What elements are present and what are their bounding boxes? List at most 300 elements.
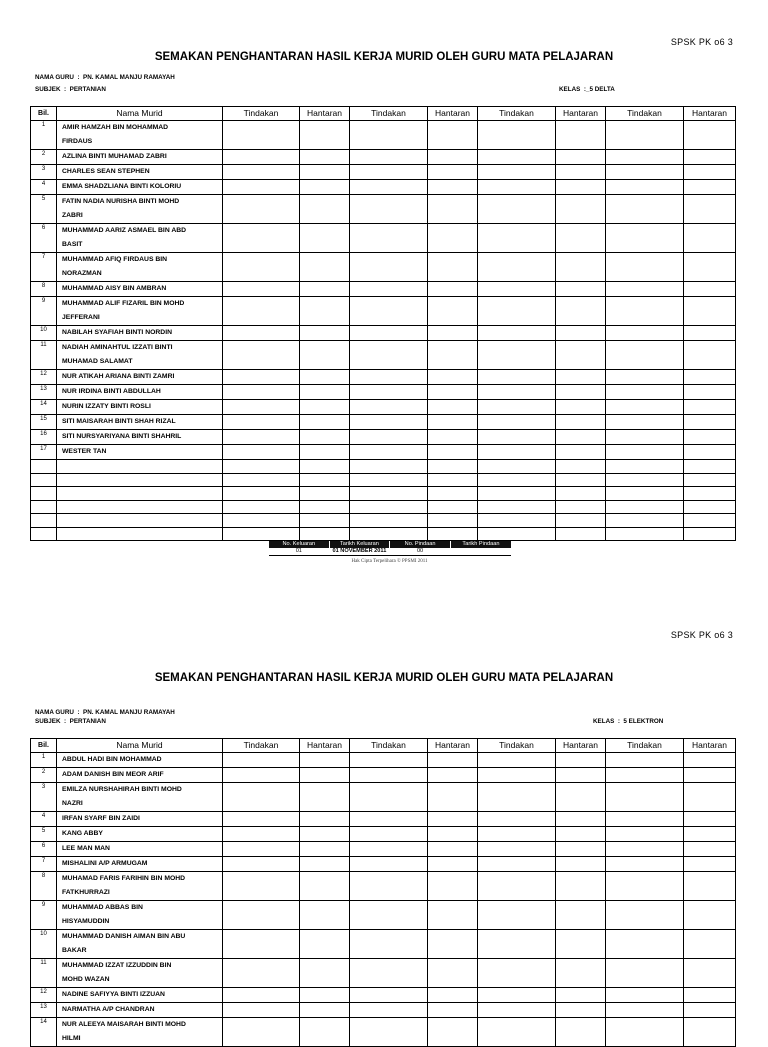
- check-cell[interactable]: [300, 253, 350, 282]
- check-cell[interactable]: [428, 195, 478, 224]
- check-cell[interactable]: [300, 827, 350, 842]
- blank-cell[interactable]: [31, 514, 57, 528]
- check-cell[interactable]: [300, 768, 350, 783]
- check-cell[interactable]: [684, 224, 736, 253]
- check-cell[interactable]: [556, 297, 606, 326]
- check-cell[interactable]: [684, 487, 736, 501]
- check-cell[interactable]: [223, 500, 300, 514]
- check-cell[interactable]: [350, 872, 428, 901]
- check-cell[interactable]: [556, 827, 606, 842]
- check-cell[interactable]: [428, 514, 478, 528]
- check-cell[interactable]: [684, 901, 736, 930]
- check-cell[interactable]: [300, 326, 350, 341]
- check-cell[interactable]: [428, 827, 478, 842]
- check-cell[interactable]: [300, 988, 350, 1003]
- blank-cell[interactable]: [57, 527, 223, 541]
- check-cell[interactable]: [300, 959, 350, 988]
- check-cell[interactable]: [556, 527, 606, 541]
- blank-cell[interactable]: [31, 500, 57, 514]
- check-cell[interactable]: [428, 959, 478, 988]
- check-cell[interactable]: [428, 1018, 478, 1047]
- check-cell[interactable]: [223, 282, 300, 297]
- check-cell[interactable]: [223, 901, 300, 930]
- check-cell[interactable]: [556, 872, 606, 901]
- check-cell[interactable]: [428, 400, 478, 415]
- check-cell[interactable]: [300, 473, 350, 487]
- check-cell[interactable]: [223, 959, 300, 988]
- check-cell[interactable]: [684, 768, 736, 783]
- check-cell[interactable]: [300, 500, 350, 514]
- check-cell[interactable]: [684, 430, 736, 445]
- check-cell[interactable]: [556, 901, 606, 930]
- check-cell[interactable]: [428, 385, 478, 400]
- check-cell[interactable]: [300, 282, 350, 297]
- check-cell[interactable]: [606, 487, 684, 501]
- check-cell[interactable]: [684, 857, 736, 872]
- check-cell[interactable]: [350, 297, 428, 326]
- check-cell[interactable]: [684, 842, 736, 857]
- check-cell[interactable]: [223, 150, 300, 165]
- check-cell[interactable]: [478, 180, 556, 195]
- check-cell[interactable]: [428, 430, 478, 445]
- check-cell[interactable]: [428, 282, 478, 297]
- check-cell[interactable]: [606, 768, 684, 783]
- check-cell[interactable]: [478, 121, 556, 150]
- check-cell[interactable]: [223, 527, 300, 541]
- check-cell[interactable]: [300, 812, 350, 827]
- check-cell[interactable]: [350, 753, 428, 768]
- check-cell[interactable]: [478, 872, 556, 901]
- check-cell[interactable]: [223, 857, 300, 872]
- check-cell[interactable]: [684, 121, 736, 150]
- check-cell[interactable]: [478, 527, 556, 541]
- check-cell[interactable]: [300, 1018, 350, 1047]
- check-cell[interactable]: [428, 842, 478, 857]
- check-cell[interactable]: [606, 872, 684, 901]
- check-cell[interactable]: [606, 988, 684, 1003]
- check-cell[interactable]: [478, 783, 556, 812]
- check-cell[interactable]: [350, 282, 428, 297]
- check-cell[interactable]: [556, 430, 606, 445]
- check-cell[interactable]: [428, 341, 478, 370]
- check-cell[interactable]: [478, 812, 556, 827]
- check-cell[interactable]: [478, 385, 556, 400]
- check-cell[interactable]: [350, 253, 428, 282]
- check-cell[interactable]: [556, 842, 606, 857]
- check-cell[interactable]: [478, 150, 556, 165]
- check-cell[interactable]: [684, 872, 736, 901]
- check-cell[interactable]: [350, 385, 428, 400]
- check-cell[interactable]: [223, 1003, 300, 1018]
- check-cell[interactable]: [478, 768, 556, 783]
- check-cell[interactable]: [684, 195, 736, 224]
- check-cell[interactable]: [428, 297, 478, 326]
- check-cell[interactable]: [350, 180, 428, 195]
- check-cell[interactable]: [300, 430, 350, 445]
- check-cell[interactable]: [478, 415, 556, 430]
- check-cell[interactable]: [428, 487, 478, 501]
- check-cell[interactable]: [350, 430, 428, 445]
- check-cell[interactable]: [684, 1018, 736, 1047]
- check-cell[interactable]: [300, 930, 350, 959]
- check-cell[interactable]: [223, 297, 300, 326]
- check-cell[interactable]: [606, 415, 684, 430]
- check-cell[interactable]: [606, 901, 684, 930]
- check-cell[interactable]: [223, 326, 300, 341]
- check-cell[interactable]: [556, 445, 606, 460]
- check-cell[interactable]: [300, 1003, 350, 1018]
- check-cell[interactable]: [428, 768, 478, 783]
- check-cell[interactable]: [684, 385, 736, 400]
- check-cell[interactable]: [606, 121, 684, 150]
- check-cell[interactable]: [350, 445, 428, 460]
- check-cell[interactable]: [556, 959, 606, 988]
- check-cell[interactable]: [556, 195, 606, 224]
- check-cell[interactable]: [556, 753, 606, 768]
- check-cell[interactable]: [606, 370, 684, 385]
- check-cell[interactable]: [478, 514, 556, 528]
- check-cell[interactable]: [478, 297, 556, 326]
- blank-cell[interactable]: [57, 500, 223, 514]
- check-cell[interactable]: [556, 224, 606, 253]
- check-cell[interactable]: [684, 415, 736, 430]
- check-cell[interactable]: [350, 1003, 428, 1018]
- check-cell[interactable]: [684, 150, 736, 165]
- check-cell[interactable]: [350, 857, 428, 872]
- check-cell[interactable]: [478, 253, 556, 282]
- check-cell[interactable]: [684, 400, 736, 415]
- check-cell[interactable]: [556, 370, 606, 385]
- check-cell[interactable]: [350, 415, 428, 430]
- check-cell[interactable]: [606, 150, 684, 165]
- check-cell[interactable]: [606, 500, 684, 514]
- check-cell[interactable]: [428, 370, 478, 385]
- check-cell[interactable]: [350, 460, 428, 474]
- check-cell[interactable]: [606, 253, 684, 282]
- check-cell[interactable]: [478, 370, 556, 385]
- check-cell[interactable]: [223, 487, 300, 501]
- check-cell[interactable]: [350, 783, 428, 812]
- check-cell[interactable]: [478, 487, 556, 501]
- check-cell[interactable]: [350, 195, 428, 224]
- check-cell[interactable]: [684, 460, 736, 474]
- check-cell[interactable]: [223, 753, 300, 768]
- check-cell[interactable]: [223, 195, 300, 224]
- check-cell[interactable]: [606, 857, 684, 872]
- check-cell[interactable]: [300, 842, 350, 857]
- check-cell[interactable]: [478, 282, 556, 297]
- check-cell[interactable]: [350, 988, 428, 1003]
- blank-cell[interactable]: [57, 487, 223, 501]
- check-cell[interactable]: [300, 753, 350, 768]
- check-cell[interactable]: [606, 326, 684, 341]
- check-cell[interactable]: [428, 165, 478, 180]
- check-cell[interactable]: [478, 959, 556, 988]
- check-cell[interactable]: [606, 1003, 684, 1018]
- check-cell[interactable]: [556, 121, 606, 150]
- check-cell[interactable]: [300, 415, 350, 430]
- check-cell[interactable]: [223, 514, 300, 528]
- check-cell[interactable]: [478, 857, 556, 872]
- check-cell[interactable]: [684, 253, 736, 282]
- check-cell[interactable]: [223, 812, 300, 827]
- check-cell[interactable]: [478, 165, 556, 180]
- check-cell[interactable]: [606, 827, 684, 842]
- check-cell[interactable]: [300, 514, 350, 528]
- check-cell[interactable]: [556, 326, 606, 341]
- check-cell[interactable]: [300, 901, 350, 930]
- check-cell[interactable]: [350, 930, 428, 959]
- check-cell[interactable]: [606, 527, 684, 541]
- check-cell[interactable]: [606, 180, 684, 195]
- check-cell[interactable]: [606, 385, 684, 400]
- check-cell[interactable]: [428, 500, 478, 514]
- check-cell[interactable]: [300, 460, 350, 474]
- check-cell[interactable]: [556, 783, 606, 812]
- check-cell[interactable]: [556, 400, 606, 415]
- check-cell[interactable]: [223, 827, 300, 842]
- check-cell[interactable]: [350, 842, 428, 857]
- check-cell[interactable]: [300, 195, 350, 224]
- check-cell[interactable]: [556, 768, 606, 783]
- check-cell[interactable]: [606, 959, 684, 988]
- check-cell[interactable]: [428, 180, 478, 195]
- check-cell[interactable]: [223, 872, 300, 901]
- check-cell[interactable]: [300, 857, 350, 872]
- check-cell[interactable]: [684, 1003, 736, 1018]
- check-cell[interactable]: [223, 400, 300, 415]
- check-cell[interactable]: [428, 326, 478, 341]
- check-cell[interactable]: [478, 460, 556, 474]
- check-cell[interactable]: [606, 224, 684, 253]
- check-cell[interactable]: [223, 473, 300, 487]
- check-cell[interactable]: [350, 901, 428, 930]
- check-cell[interactable]: [684, 827, 736, 842]
- check-cell[interactable]: [428, 224, 478, 253]
- check-cell[interactable]: [428, 901, 478, 930]
- check-cell[interactable]: [350, 326, 428, 341]
- check-cell[interactable]: [478, 341, 556, 370]
- check-cell[interactable]: [606, 1018, 684, 1047]
- check-cell[interactable]: [300, 783, 350, 812]
- check-cell[interactable]: [223, 341, 300, 370]
- check-cell[interactable]: [300, 180, 350, 195]
- check-cell[interactable]: [350, 150, 428, 165]
- check-cell[interactable]: [556, 514, 606, 528]
- check-cell[interactable]: [606, 282, 684, 297]
- check-cell[interactable]: [606, 753, 684, 768]
- check-cell[interactable]: [223, 768, 300, 783]
- check-cell[interactable]: [556, 1003, 606, 1018]
- check-cell[interactable]: [606, 165, 684, 180]
- blank-cell[interactable]: [57, 473, 223, 487]
- check-cell[interactable]: [223, 253, 300, 282]
- check-cell[interactable]: [606, 783, 684, 812]
- check-cell[interactable]: [478, 195, 556, 224]
- check-cell[interactable]: [223, 180, 300, 195]
- check-cell[interactable]: [684, 514, 736, 528]
- check-cell[interactable]: [428, 1003, 478, 1018]
- check-cell[interactable]: [300, 150, 350, 165]
- check-cell[interactable]: [556, 282, 606, 297]
- check-cell[interactable]: [556, 857, 606, 872]
- check-cell[interactable]: [350, 165, 428, 180]
- check-cell[interactable]: [350, 341, 428, 370]
- check-cell[interactable]: [606, 400, 684, 415]
- check-cell[interactable]: [428, 857, 478, 872]
- check-cell[interactable]: [478, 1003, 556, 1018]
- check-cell[interactable]: [556, 460, 606, 474]
- check-cell[interactable]: [556, 180, 606, 195]
- blank-cell[interactable]: [31, 487, 57, 501]
- check-cell[interactable]: [300, 341, 350, 370]
- check-cell[interactable]: [300, 487, 350, 501]
- check-cell[interactable]: [556, 1018, 606, 1047]
- check-cell[interactable]: [300, 297, 350, 326]
- check-cell[interactable]: [428, 121, 478, 150]
- check-cell[interactable]: [556, 415, 606, 430]
- check-cell[interactable]: [556, 165, 606, 180]
- check-cell[interactable]: [478, 445, 556, 460]
- check-cell[interactable]: [428, 253, 478, 282]
- check-cell[interactable]: [606, 341, 684, 370]
- check-cell[interactable]: [300, 385, 350, 400]
- check-cell[interactable]: [223, 783, 300, 812]
- check-cell[interactable]: [606, 812, 684, 827]
- check-cell[interactable]: [350, 370, 428, 385]
- check-cell[interactable]: [428, 415, 478, 430]
- check-cell[interactable]: [478, 400, 556, 415]
- check-cell[interactable]: [606, 930, 684, 959]
- check-cell[interactable]: [606, 297, 684, 326]
- check-cell[interactable]: [478, 901, 556, 930]
- check-cell[interactable]: [478, 326, 556, 341]
- check-cell[interactable]: [428, 988, 478, 1003]
- check-cell[interactable]: [350, 473, 428, 487]
- check-cell[interactable]: [428, 812, 478, 827]
- check-cell[interactable]: [478, 500, 556, 514]
- check-cell[interactable]: [684, 370, 736, 385]
- blank-cell[interactable]: [31, 460, 57, 474]
- check-cell[interactable]: [223, 1018, 300, 1047]
- check-cell[interactable]: [556, 487, 606, 501]
- check-cell[interactable]: [684, 297, 736, 326]
- check-cell[interactable]: [300, 527, 350, 541]
- check-cell[interactable]: [350, 121, 428, 150]
- check-cell[interactable]: [428, 460, 478, 474]
- check-cell[interactable]: [684, 988, 736, 1003]
- check-cell[interactable]: [478, 827, 556, 842]
- check-cell[interactable]: [428, 872, 478, 901]
- check-cell[interactable]: [478, 430, 556, 445]
- check-cell[interactable]: [556, 341, 606, 370]
- check-cell[interactable]: [300, 165, 350, 180]
- check-cell[interactable]: [223, 988, 300, 1003]
- check-cell[interactable]: [223, 842, 300, 857]
- blank-cell[interactable]: [31, 527, 57, 541]
- check-cell[interactable]: [223, 415, 300, 430]
- check-cell[interactable]: [350, 812, 428, 827]
- check-cell[interactable]: [556, 988, 606, 1003]
- check-cell[interactable]: [556, 150, 606, 165]
- check-cell[interactable]: [300, 121, 350, 150]
- check-cell[interactable]: [223, 385, 300, 400]
- check-cell[interactable]: [300, 872, 350, 901]
- check-cell[interactable]: [478, 988, 556, 1003]
- check-cell[interactable]: [300, 370, 350, 385]
- check-cell[interactable]: [223, 930, 300, 959]
- check-cell[interactable]: [223, 224, 300, 253]
- check-cell[interactable]: [478, 842, 556, 857]
- check-cell[interactable]: [478, 473, 556, 487]
- check-cell[interactable]: [350, 959, 428, 988]
- check-cell[interactable]: [606, 460, 684, 474]
- check-cell[interactable]: [478, 930, 556, 959]
- check-cell[interactable]: [300, 445, 350, 460]
- check-cell[interactable]: [350, 514, 428, 528]
- check-cell[interactable]: [350, 827, 428, 842]
- check-cell[interactable]: [606, 473, 684, 487]
- check-cell[interactable]: [350, 224, 428, 253]
- check-cell[interactable]: [684, 930, 736, 959]
- blank-cell[interactable]: [31, 473, 57, 487]
- check-cell[interactable]: [350, 1018, 428, 1047]
- check-cell[interactable]: [223, 445, 300, 460]
- check-cell[interactable]: [556, 473, 606, 487]
- check-cell[interactable]: [556, 812, 606, 827]
- check-cell[interactable]: [684, 326, 736, 341]
- check-cell[interactable]: [428, 150, 478, 165]
- check-cell[interactable]: [223, 370, 300, 385]
- check-cell[interactable]: [606, 430, 684, 445]
- check-cell[interactable]: [556, 253, 606, 282]
- check-cell[interactable]: [428, 445, 478, 460]
- check-cell[interactable]: [478, 753, 556, 768]
- check-cell[interactable]: [684, 527, 736, 541]
- check-cell[interactable]: [350, 500, 428, 514]
- check-cell[interactable]: [684, 753, 736, 768]
- check-cell[interactable]: [684, 165, 736, 180]
- check-cell[interactable]: [350, 400, 428, 415]
- check-cell[interactable]: [606, 514, 684, 528]
- check-cell[interactable]: [684, 341, 736, 370]
- check-cell[interactable]: [684, 812, 736, 827]
- check-cell[interactable]: [428, 783, 478, 812]
- check-cell[interactable]: [350, 487, 428, 501]
- blank-cell[interactable]: [57, 460, 223, 474]
- check-cell[interactable]: [478, 224, 556, 253]
- check-cell[interactable]: [606, 842, 684, 857]
- check-cell[interactable]: [684, 959, 736, 988]
- check-cell[interactable]: [556, 500, 606, 514]
- check-cell[interactable]: [556, 385, 606, 400]
- check-cell[interactable]: [684, 783, 736, 812]
- check-cell[interactable]: [684, 473, 736, 487]
- check-cell[interactable]: [606, 445, 684, 460]
- check-cell[interactable]: [428, 930, 478, 959]
- check-cell[interactable]: [684, 500, 736, 514]
- blank-cell[interactable]: [57, 514, 223, 528]
- check-cell[interactable]: [556, 930, 606, 959]
- check-cell[interactable]: [300, 400, 350, 415]
- check-cell[interactable]: [478, 1018, 556, 1047]
- check-cell[interactable]: [428, 527, 478, 541]
- check-cell[interactable]: [223, 121, 300, 150]
- check-cell[interactable]: [428, 473, 478, 487]
- check-cell[interactable]: [223, 430, 300, 445]
- check-cell[interactable]: [684, 445, 736, 460]
- check-cell[interactable]: [223, 460, 300, 474]
